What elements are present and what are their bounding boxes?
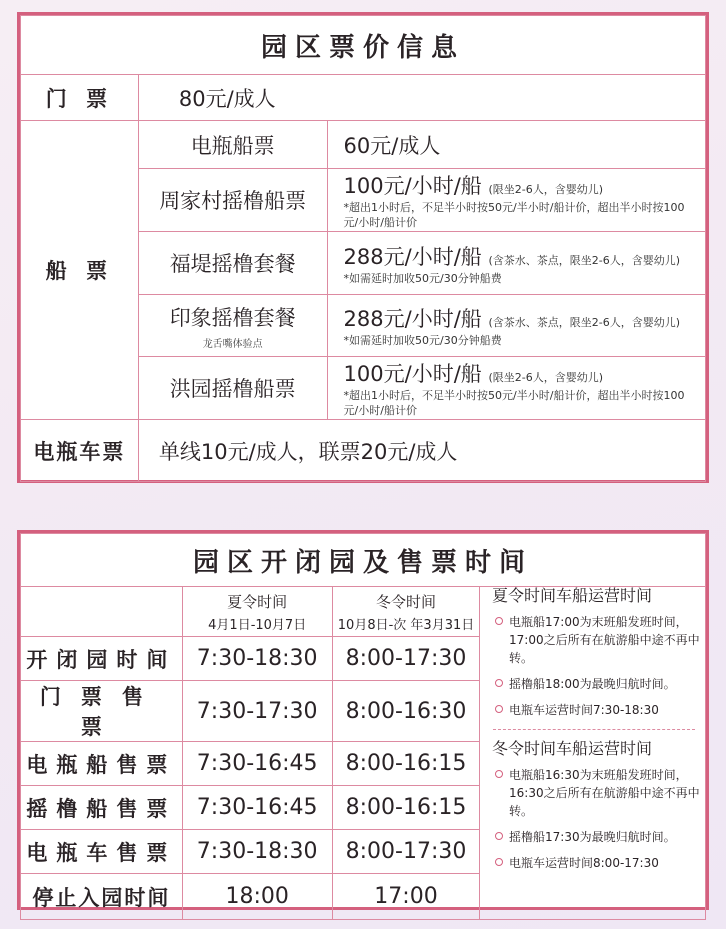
list-item: 摇橹船17:30为最晚归航时间。 [495, 828, 705, 846]
boat-item-subname: 龙舌嘴体验点 [202, 338, 263, 350]
hours-row-summer: 18:00 [182, 874, 332, 920]
hours-row-label: 停止入园时间 [21, 874, 183, 920]
boat-item-price: 288元/小时/船 [343, 244, 482, 269]
boat-item-price: 60元/成人 [327, 121, 705, 169]
boat-item-name: 洪园摇橹船票 [138, 357, 327, 420]
boat-item-condition: (限坐2-6人，含婴幼儿) [488, 371, 604, 384]
hours-row-label: 门票售票 [21, 681, 183, 742]
list-item: 电瓶车运营时间7:30-18:30 [495, 701, 705, 719]
boat-item-name: 周家村摇橹船票 [138, 169, 327, 232]
boat-item-note: *超出1小时后，不足半小时按50元/半小时/船计价，超出半小时按100元/小时/船计价 [343, 389, 685, 417]
winter-ops-title: 冬令时间车船运营时间 [492, 739, 653, 758]
operations-info [481, 587, 705, 880]
ticket-price-panel [17, 12, 709, 483]
hours-row-summer: 7:30-18:30 [182, 637, 332, 681]
boat-item-price: 100元/小时/船 [343, 362, 482, 386]
summer-ops-title: 夏令时间车船运营时间 [492, 586, 653, 605]
boat-item-condition: (含茶水、茶点，限坐2-6人，含婴幼儿) [488, 316, 681, 329]
boat-item-price: 288元/小时/船 [343, 307, 482, 331]
hours-panel-title: 园区开闭园及售票时间 [21, 534, 706, 587]
summer-label: 夏令时间 [227, 592, 288, 611]
boat-item-detail [327, 357, 705, 420]
hours-row-winter: 8:00-16:30 [332, 681, 480, 742]
boat-item-detail [327, 232, 705, 295]
gate-ticket-price: 80元/成人 [138, 75, 705, 121]
boat-item-detail [327, 169, 705, 232]
summer-range: 4月1日-10月7日 [208, 617, 307, 633]
hours-row-label: 电瓶车售票 [21, 830, 183, 874]
boat-item-price: 100元/小时/船 [343, 174, 482, 198]
summer-header [182, 587, 332, 637]
boat-item-name: 印象摇橹套餐 [169, 305, 296, 330]
hours-row-summer: 7:30-18:30 [182, 830, 332, 874]
boat-item-name: 电瓶船票 [138, 121, 327, 169]
list-item: 电瓶船16:30为末班船发班时间，16:30之后所有在航游船中途不再中转。 [495, 766, 705, 820]
hours-row-summer: 7:30-17:30 [182, 681, 332, 742]
boat-item-condition: (限坐2-6人，含婴幼儿) [488, 183, 604, 196]
boat-item-name-cell [138, 295, 327, 357]
hours-row-winter: 8:00-17:30 [332, 637, 480, 681]
hours-row-winter: 17:00 [332, 874, 480, 920]
winter-ops-list [481, 766, 705, 872]
dashed-divider [493, 729, 695, 730]
hours-row-winter: 8:00-16:15 [332, 786, 480, 830]
boat-item-note: *如需延时加收50元/30分钟船费 [343, 334, 502, 347]
ticket-price-table [20, 15, 706, 482]
summer-ops-list [481, 613, 705, 719]
boat-item-note: *如需延时加收50元/30分钟船费 [343, 271, 502, 285]
hours-row-label: 摇橹船售票 [21, 786, 183, 830]
winter-header [332, 587, 480, 637]
hours-row-summer: 7:30-16:45 [182, 786, 332, 830]
cart-ticket-label: 电瓶车票 [21, 420, 139, 482]
gate-ticket-label: 门 票 [21, 75, 139, 121]
winter-label: 冬令时间 [376, 592, 437, 611]
hours-row-summer: 7:30-16:45 [182, 742, 332, 786]
hours-row-label: 开闭园时间 [21, 637, 183, 681]
opening-hours-panel [17, 530, 709, 910]
hours-row-winter: 8:00-16:15 [332, 742, 480, 786]
boat-ticket-label: 船 票 [21, 121, 139, 420]
cart-ticket-price: 单线10元/成人，联票20元/成人 [138, 420, 705, 482]
list-item: 电瓶船17:00为末班船发班时间，17:00之后所有在航游船中途不再中转。 [495, 613, 705, 667]
boat-item-detail [327, 295, 705, 357]
hours-row-label: 电瓶船售票 [21, 742, 183, 786]
boat-item-name: 福堤摇橹套餐 [138, 232, 327, 295]
boat-item-note: *超出1小时后，不足半小时按50元/半小时/船计价，超出半小时按100元/小时/船计价 [343, 201, 685, 229]
boat-item-condition: (含茶水、茶点，限坐2-6人，含婴幼儿) [488, 253, 681, 267]
hours-row-winter: 8:00-17:30 [332, 830, 480, 874]
list-item: 电瓶车运营时间8:00-17:30 [495, 854, 705, 872]
ticket-panel-title: 园区票价信息 [21, 16, 706, 75]
header-blank [21, 587, 183, 637]
winter-range: 10月8日-次 年3月31日 [337, 617, 475, 633]
list-item: 摇橹船18:00为最晚归航时间。 [495, 675, 705, 693]
